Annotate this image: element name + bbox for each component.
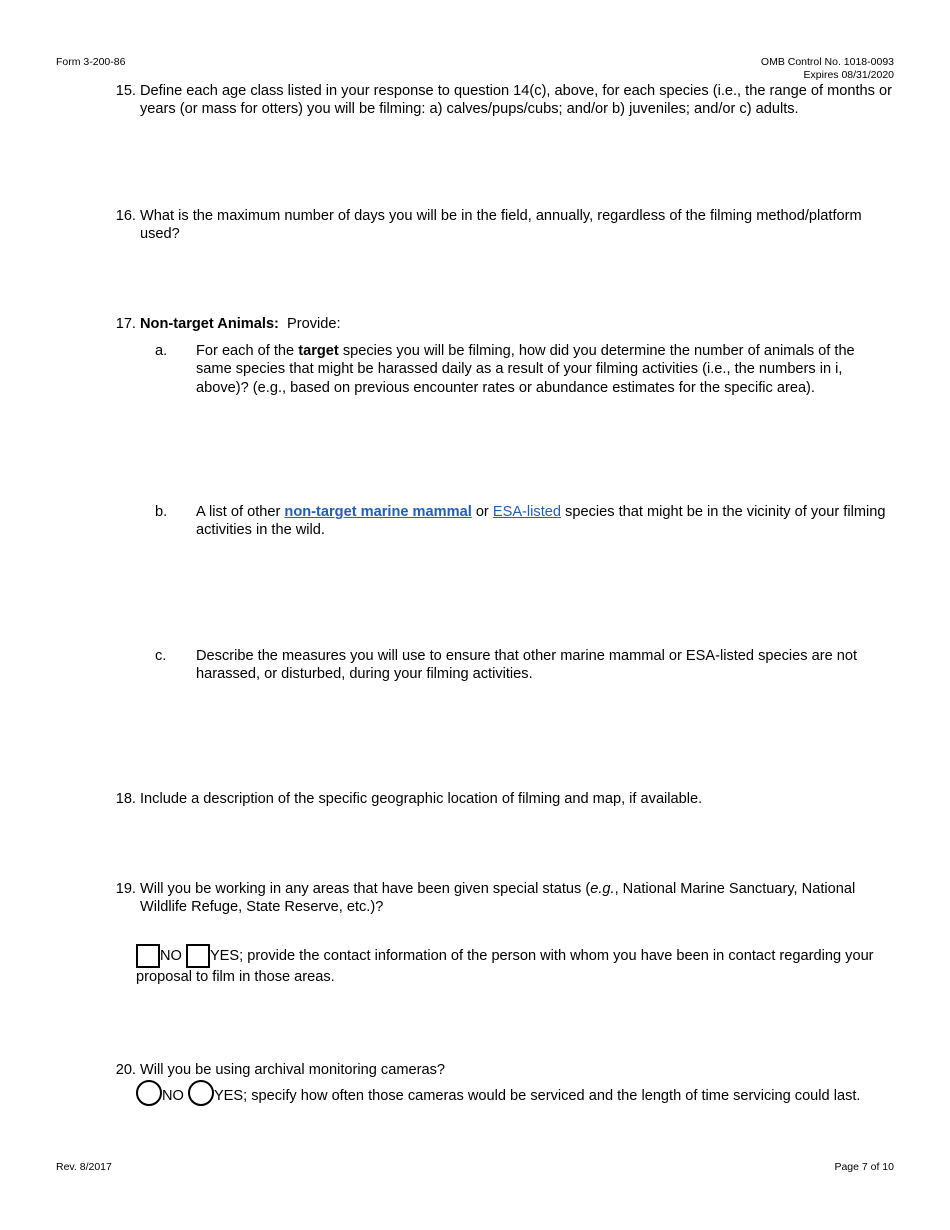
question-17c [155,647,890,684]
question-number: 15. [115,83,136,99]
q20-no-radio[interactable] [136,1080,162,1106]
question-17a [155,342,890,397]
question-19 [110,880,900,917]
question-text-cont: , National Marine Sanctuary, National Wildlife Refuge, State Reserve, etc.)? [140,881,856,916]
item-text-or: or [471,504,493,520]
question-title: Non-target Animals: [140,316,279,332]
esa-listed-link[interactable]: ESA-listed [492,504,561,520]
page-number: Page 7 of 10 [834,1161,894,1173]
expiration-date: Expires 08/31/2020 [803,69,894,81]
question-text: Define each age class listed in your response to question 14(c), above, for each species (i.e., the range of months or years (or mass for otters) you will be filming: a) calves/pups/cubs; and/or b) juveniles; and/or c) adults. [140,83,892,118]
question-17 [110,315,900,333]
item-letter: c. [155,648,167,664]
q20-yes-label: YES; specify how often those cameras would be serviced and the length of time servicing could last. [213,1088,861,1104]
emphasis-target: target [298,343,339,359]
item-text: Describe the measures you will use to ensure that other marine mammal or ESA-listed species are not harassed, or disturbed, during your filming activities. [196,648,858,683]
item-text: A list of other [196,504,285,520]
q19-no-checkbox[interactable] [136,944,160,968]
question-19-options [136,944,906,986]
question-text: What is the maximum number of days you will be in the field, annually, regardless of the filming method/platform used? [140,208,862,243]
question-number: 18. [115,791,136,807]
question-text: Include a description of the specific geographic location of filming and map, if available. [140,791,703,807]
item-letter: a. [155,343,168,359]
q19-yes-checkbox[interactable] [186,944,210,968]
item-text-cont: species that might be in the vicinity of your filming activities in the wild. [196,504,886,539]
form-number: Form 3-200-86 [56,56,126,68]
question-20 [110,1061,900,1079]
question-text: Provide: [287,316,341,332]
question-17b [155,503,890,540]
question-text: Will you be working in any areas that have been given special status ( [140,881,591,897]
question-number: 16. [115,208,136,224]
question-number: 19. [115,881,136,897]
question-number: 20. [115,1062,136,1078]
q20-yes-radio[interactable] [188,1080,214,1106]
question-20-options [136,1080,906,1106]
question-number: 17. [115,316,136,332]
q20-no-label: NO [162,1088,184,1104]
question-text-italic: e.g. [590,881,615,897]
non-target-marine-mammal-link[interactable]: non-target marine mammal [284,504,472,520]
q19-no-label: NO [160,948,182,964]
question-text: Will you be using archival monitoring cameras? [140,1062,445,1078]
omb-control-number: OMB Control No. 1018-0093 [760,56,894,68]
question-18 [110,790,900,808]
item-text-cont: species you will be filming, how did you determine the number of animals of the same species that might be harassed daily as a result of your filming activities (i.e., the numbers in i, above)? (e.g., based on previous encounter rates or abundance estimates for the specific area). [196,343,855,396]
revision-date: Rev. 8/2017 [56,1161,112,1173]
question-15 [110,82,900,119]
q19-yes-label: YES; provide the contact information of the person with whom you have been in contact regarding your proposal to film in those areas. [136,948,874,985]
question-16 [110,207,900,244]
item-text: For each of the [196,343,299,359]
item-letter: b. [155,504,168,520]
